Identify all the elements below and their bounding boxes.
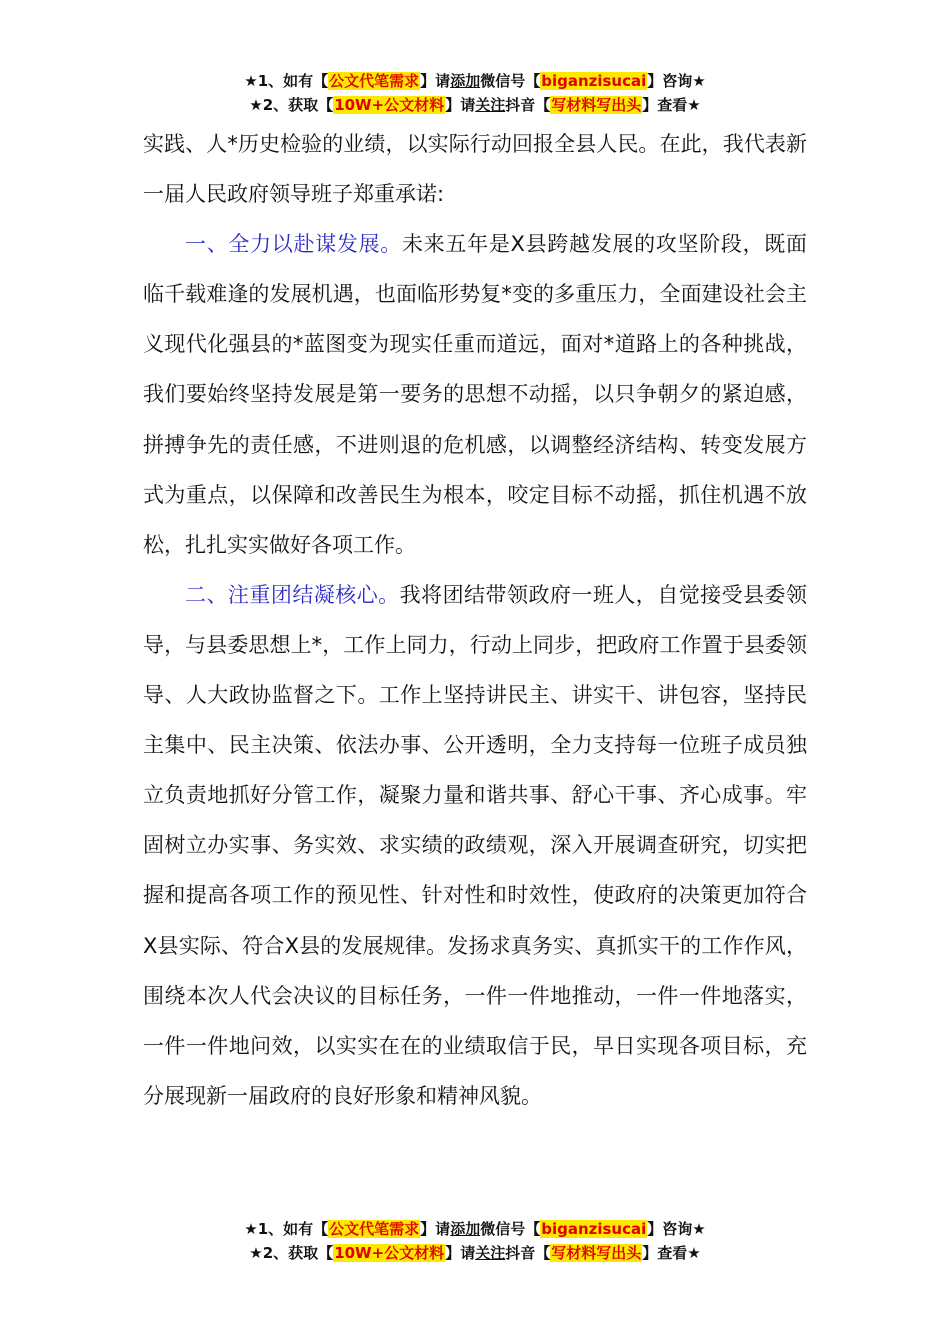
paragraph-2-text: 我将团结带领政府一班人，自觉接受县委领导，与县委思想上*，工作上同力，行动上同步，把政府工作置于县委领导、人大政协监督之下。工作上坚持讲民主、讲实干、讲包容，坚持民主集中、民主决策、依法办事、公开透明，全力支持每一位班子成员独立负责地抓好分管工作，凝聚力量和谐共事、舒心干事、齐心成事。牢固树立办实事、务实效、求实绩的政绩观，深入开展调查研究，切实把握和提高各项工作的预见性、针对性和时效性，使政府的决策更加符合X县实际、符合X县的发展规律。发扬求真务实、真抓实干的工作作风，围绕本次人代会决议的目标任务，一件一件地推动，一件一件地落实，一件一件地问效，以实实在在的业绩取信于民，早日实现各项目标，充分展现新一届政府的良好形象和精神风貌。 (143, 582, 808, 1108)
promo-banner-top (0, 69, 950, 117)
paragraph-1-text: 未来五年是X县跨越发展的攻坚阶段，既面临千载难逢的发展机遇，也面临形势复*变的多重压力，全面建设社会主义现代化强县的*蓝图变为现实任重而道远，面对*道路上的各种挑战，我们要始终坚持发展是第一要务的思想不动摇，以只争朝夕的紧迫感，拼搏争先的责任感，不进则退的危机感，以调整经济结构、转变发展方式为重点，以保障和改善民生为根本，咬定目标不动摇，抓住机遇不放松，扎扎实实做好各项工作。 (143, 232, 808, 557)
promo-highlight: 公文代笔需求 (329, 1220, 420, 1238)
promo-highlight: 写材料写出头 (551, 1244, 642, 1262)
promo-text: 】咨询★ (647, 1220, 706, 1238)
promo-highlight: biganzisucai (541, 1220, 647, 1238)
promo-underline: 关注 (475, 96, 506, 114)
promo-text: 】查看★ (642, 1244, 701, 1262)
promo-text: ★1、如有【 (244, 72, 329, 90)
promo-text: 微信号【 (480, 72, 541, 90)
promo-text: 】请 (445, 1244, 476, 1262)
promo-underline: 关注 (475, 1244, 506, 1262)
paragraph-intro: 实践、人*历史检验的业绩，以实际行动回报全县人民。在此，我代表新一届人民政府领导班子郑重承诺: (143, 132, 807, 207)
promo-underline: 添加 (450, 1220, 481, 1238)
promo-highlight: 公文代笔需求 (329, 72, 420, 90)
promo-text: ★1、如有【 (244, 1220, 329, 1238)
paragraph-1 (143, 219, 807, 570)
promo-underline: 添加 (450, 72, 481, 90)
promo-text: 】请 (445, 96, 476, 114)
promo-highlight: 写材料写出头 (551, 96, 642, 114)
promo-line-2 (0, 1241, 950, 1265)
document-body (143, 119, 807, 1121)
promo-text: ★2、获取【 (249, 96, 334, 114)
promo-text: 微信号【 (480, 1220, 541, 1238)
promo-text: 抖音【 (505, 1244, 551, 1262)
section-heading-1: 一、全力以赴谋发展。 (185, 232, 403, 257)
promo-text: 】请 (420, 72, 451, 90)
promo-highlight: biganzisucai (541, 72, 647, 90)
section-heading-2: 二、注重团结凝核心。 (185, 582, 400, 607)
promo-line-1 (0, 69, 950, 93)
promo-banner-bottom (0, 1217, 950, 1265)
paragraph-2 (143, 570, 807, 1121)
promo-line-1 (0, 1217, 950, 1241)
promo-highlight: 10W+公文材料 (334, 96, 445, 114)
promo-text: ★2、获取【 (249, 1244, 334, 1262)
promo-text: 】咨询★ (647, 72, 706, 90)
promo-text: 】请 (420, 1220, 451, 1238)
promo-highlight: 10W+公文材料 (334, 1244, 445, 1262)
promo-text: 】查看★ (642, 96, 701, 114)
promo-line-2 (0, 93, 950, 117)
promo-text: 抖音【 (505, 96, 551, 114)
